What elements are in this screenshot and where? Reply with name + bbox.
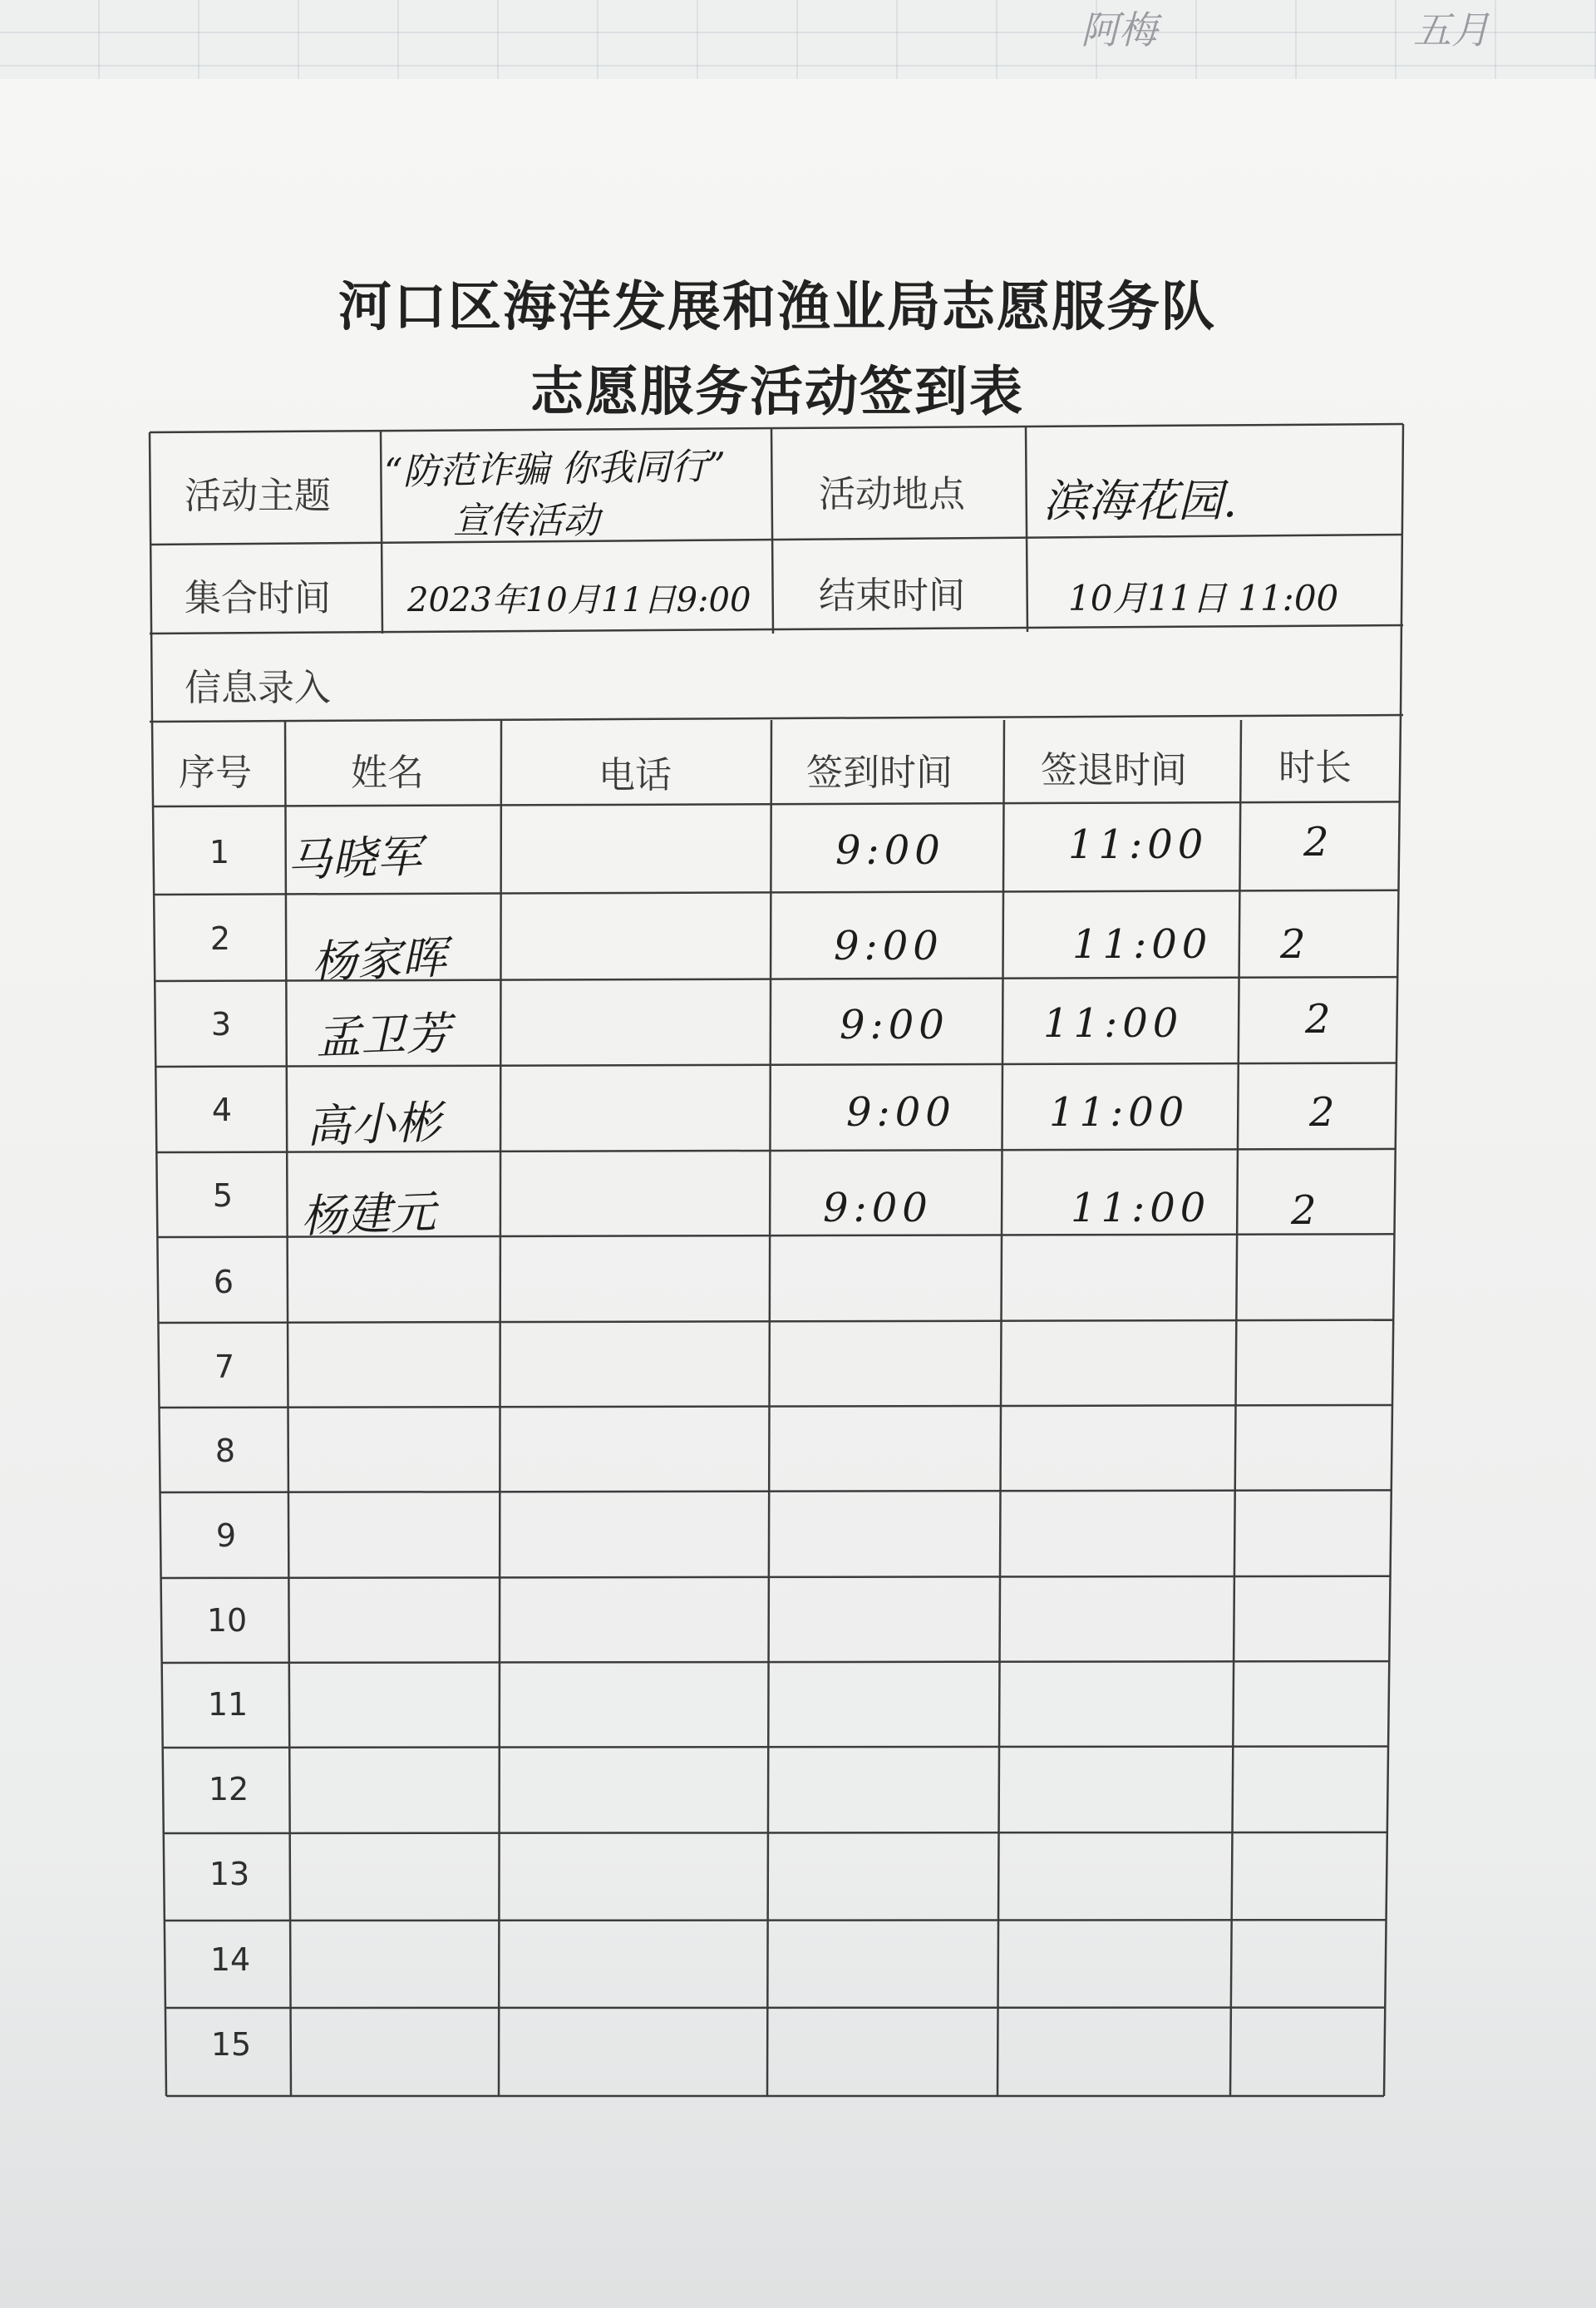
form-title: 河口区海洋发展和渔业局志愿服务队	[338, 277, 1216, 338]
end-time-label: 结束时间	[819, 575, 965, 617]
row-no-10: 10	[206, 1602, 248, 1639]
table-hline-12	[164, 1832, 1387, 1833]
info-vline-left	[150, 432, 152, 722]
row-name-5: 杨建元	[300, 1186, 437, 1243]
info-record-label: 信息录入	[185, 667, 331, 709]
theme-value-line1: “防范诈骗 你我同行”	[383, 445, 727, 494]
row-name-4: 高小彬	[305, 1096, 442, 1153]
row-no-2: 2	[209, 920, 231, 957]
header-duration: 时长	[1278, 747, 1352, 789]
row-no-7: 7	[214, 1349, 235, 1385]
row-no-3: 3	[210, 1006, 232, 1043]
info-hline-2	[150, 625, 1403, 634]
row-len-4: 2	[1309, 1089, 1335, 1136]
row-no-15: 15	[210, 2026, 252, 2063]
table-hline-7	[159, 1405, 1392, 1408]
row-no-11: 11	[207, 1686, 249, 1723]
info-hline-3	[150, 715, 1403, 722]
row-in-3: 9:00	[840, 1002, 949, 1048]
table-hline-8	[160, 1490, 1392, 1492]
form-subtitle: 志愿服务活动签到表	[530, 362, 1024, 423]
row-no-6: 6	[213, 1264, 234, 1300]
row-in-4: 9:00	[846, 1089, 956, 1136]
table-vline-2	[499, 720, 501, 2096]
row-name-2: 杨家晖	[311, 931, 448, 989]
table-hline-9	[161, 1576, 1391, 1578]
header-phone: 电话	[598, 754, 672, 796]
table-hline-13	[165, 1920, 1387, 1921]
theme-value-line2: 宣传活动	[453, 500, 599, 542]
row-out-2: 11:00	[1072, 921, 1213, 968]
row-no-12: 12	[208, 1771, 249, 1807]
info-vline-right	[1401, 424, 1403, 715]
row-no-1: 1	[209, 834, 230, 870]
theme-label: 活动主题	[185, 475, 331, 517]
gather-time-value: 2023年10月11日9:00	[407, 581, 751, 619]
header-name: 姓名	[351, 752, 424, 794]
header-sign-out-time: 签退时间	[1041, 749, 1187, 792]
row-no-5: 5	[212, 1177, 234, 1214]
row-out-5: 11:00	[1071, 1185, 1211, 1231]
row-in-1: 9:00	[835, 827, 945, 874]
row-name-1: 马晓军	[286, 830, 423, 887]
row-len-1: 2	[1303, 819, 1329, 866]
row-len-5: 2	[1291, 1187, 1317, 1234]
table-hline-10	[162, 1661, 1390, 1663]
info-vline-1	[381, 431, 382, 634]
table-vline-4	[998, 720, 1004, 2096]
row-len-2: 2	[1280, 921, 1306, 968]
top-handwritten-note-right: 五月	[1413, 7, 1490, 52]
location-value: 滨海花园.	[1043, 475, 1238, 527]
row-in-2: 9:00	[834, 923, 943, 969]
row-no-8: 8	[214, 1433, 236, 1469]
location-label: 活动地点	[819, 473, 965, 515]
row-name-3: 孟卫芳	[315, 1007, 452, 1064]
gather-time-label: 集合时间	[185, 577, 331, 619]
table-hline-1	[154, 890, 1398, 895]
row-out-4: 11:00	[1049, 1089, 1190, 1136]
row-no-9: 9	[215, 1517, 237, 1554]
info-hline-0	[150, 424, 1403, 432]
row-no-13: 13	[209, 1856, 250, 1892]
row-no-14: 14	[209, 1941, 251, 1978]
table-vline-5	[1230, 720, 1241, 2096]
info-vline-3	[1026, 426, 1027, 632]
table-vline-left	[152, 722, 166, 2096]
header-sign-in-time: 签到时间	[806, 752, 953, 794]
end-time-value: 10月11日 11:00	[1068, 578, 1339, 619]
row-no-4: 4	[211, 1092, 233, 1128]
row-in-5: 9:00	[823, 1185, 933, 1231]
table-hline-0	[153, 801, 1400, 806]
info-vline-2	[771, 428, 773, 634]
top-handwritten-note-left: 阿梅	[1081, 7, 1157, 52]
row-len-3: 2	[1305, 996, 1331, 1043]
header-no: 序号	[179, 752, 252, 794]
table-hline-6	[158, 1320, 1393, 1323]
table-hline-11	[163, 1746, 1388, 1748]
info-hline-1	[150, 535, 1403, 545]
row-out-3: 11:00	[1043, 1000, 1184, 1047]
table-vline-3	[767, 720, 771, 2096]
row-out-1: 11:00	[1068, 821, 1209, 868]
